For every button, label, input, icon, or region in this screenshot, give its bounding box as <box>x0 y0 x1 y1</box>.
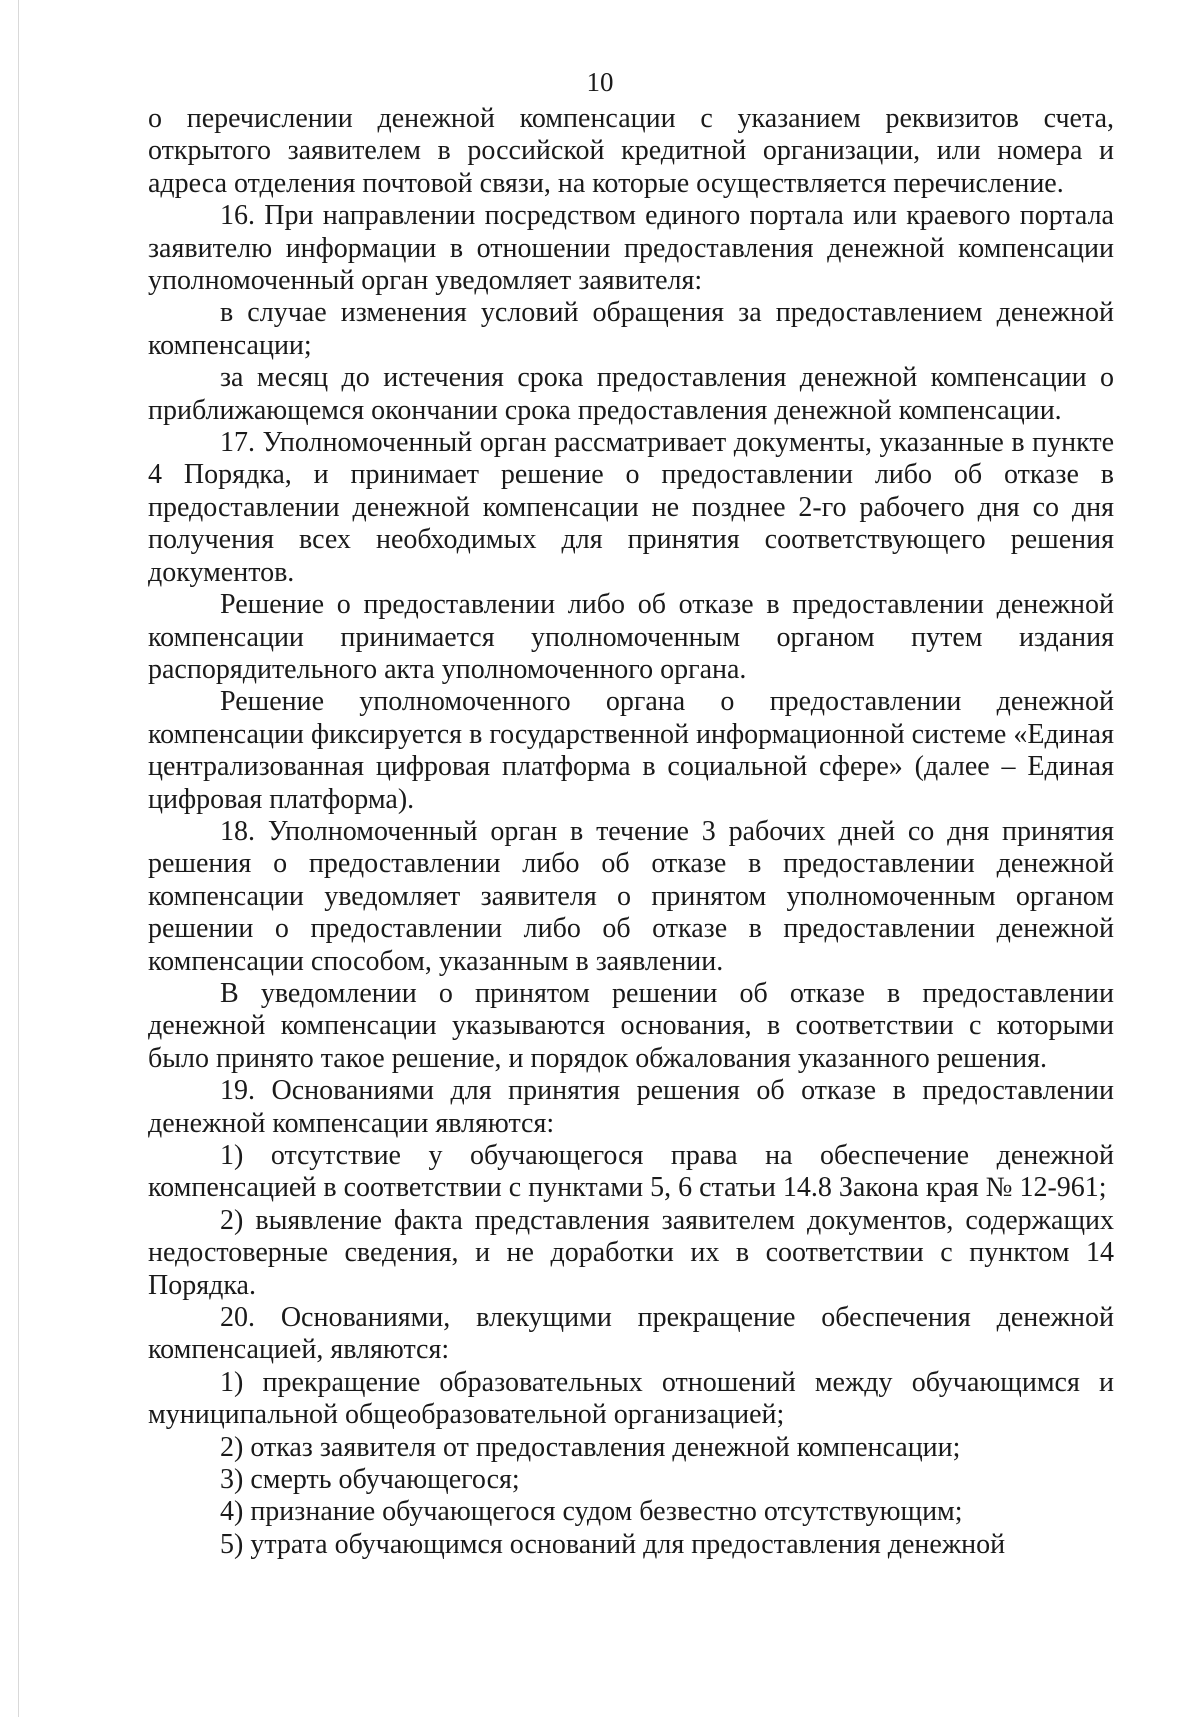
paragraph-18: 18. Уполномоченный орган в течение 3 рабочих дней со дня принятия решения о предоставлении либо об отказе в предоставлении денежной компенсации уведомляет заявителя о принятом уполномоченным органом решении о предоставлении либо об отказе в предоставлении денежной компенсации способом, указанным в заявлении. <box>148 815 1114 977</box>
paragraph-16-item-1: в случае изменения условий обращения за предоставлением денежной компенсации; <box>148 297 1114 361</box>
paragraph-20-item-4: 4) признание обучающегося судом безвестно отсутствующим; <box>220 1496 963 1528</box>
document-body <box>148 103 1114 1561</box>
page-number: 10 <box>586 67 614 97</box>
paragraph-20: 20. Основаниями, влекущими прекращение обеспечения денежной компенсацией, являются: <box>148 1302 1114 1366</box>
paragraph-17: 17. Уполномоченный орган рассматривает документы, указанные в пункте 4 Порядка, и принимает решение о предоставлении либо об отказе в предоставлении денежной компенсации не позднее 2-го рабочего дня со дня получения всех необходимых для принятия соответствующего решения документов. <box>148 427 1114 588</box>
paragraph-19: 19. Основаниями для принятия решения об отказе в предоставлении денежной компенсации являются: <box>148 1075 1114 1139</box>
paragraph-19-item-1: 1) отсутствие у обучающегося права на обеспечение денежной компенсацией в соответствии с пунктами 5, 6 статьи 14.8 Закона края № 12-961; <box>148 1140 1114 1204</box>
paragraph-17-registration: Решение уполномоченного органа о предоставлении денежной компенсации фиксируется в государственной информационной системе «Единая централизованная цифровая платформа в социальной сфере» (далее – Единая цифровая платформа). <box>148 686 1114 815</box>
paragraph-16-item-2: за месяц до истечения срока предоставления денежной компенсации о приближающемся окончании срока предоставления денежной компенсации. <box>148 362 1114 426</box>
paragraph-20-item-3: 3) смерть обучающегося; <box>220 1464 520 1496</box>
paragraph-20-item-5: 5) утрата обучающимся оснований для предоставления денежной <box>220 1528 1006 1560</box>
paragraph-19-item-2: 2) выявление факта представления заявителем документов, содержащих недостоверные сведения, и не доработки их в соответствии с пунктом 14 Порядка. <box>148 1204 1114 1301</box>
paragraph-continuation: о перечислении денежной компенсации с указанием реквизитов счета, открытого заявителем в российской кредитной организации, или номера и адреса отделения почтовой связи, на которые осуществляется перечисление. <box>148 103 1114 199</box>
paragraph-18-notice: В уведомлении о принятом решении об отказе в предоставлении денежной компенсации указываются основания, в соответствии с которыми было принято такое решение, и порядок обжалования указанного решения. <box>148 977 1114 1074</box>
paragraph-20-item-1: 1) прекращение образовательных отношений между обучающимся и муниципальной общеобразовательной организацией; <box>148 1366 1114 1431</box>
paragraph-20-item-2: 2) отказ заявителя от предоставления денежной компенсации; <box>220 1431 961 1463</box>
scan-edge-line <box>18 0 19 1717</box>
paragraph-16: 16. При направлении посредством единого портала или краевого портала заявителю информации в отношении предоставления денежной компенсации уполномоченный орган уведомляет заявителя: <box>148 200 1114 297</box>
paragraph-17-decision: Решение о предоставлении либо об отказе в предоставлении денежной компенсации принимается уполномоченным органом путем издания распорядительного акта уполномоченного органа. <box>148 589 1114 685</box>
